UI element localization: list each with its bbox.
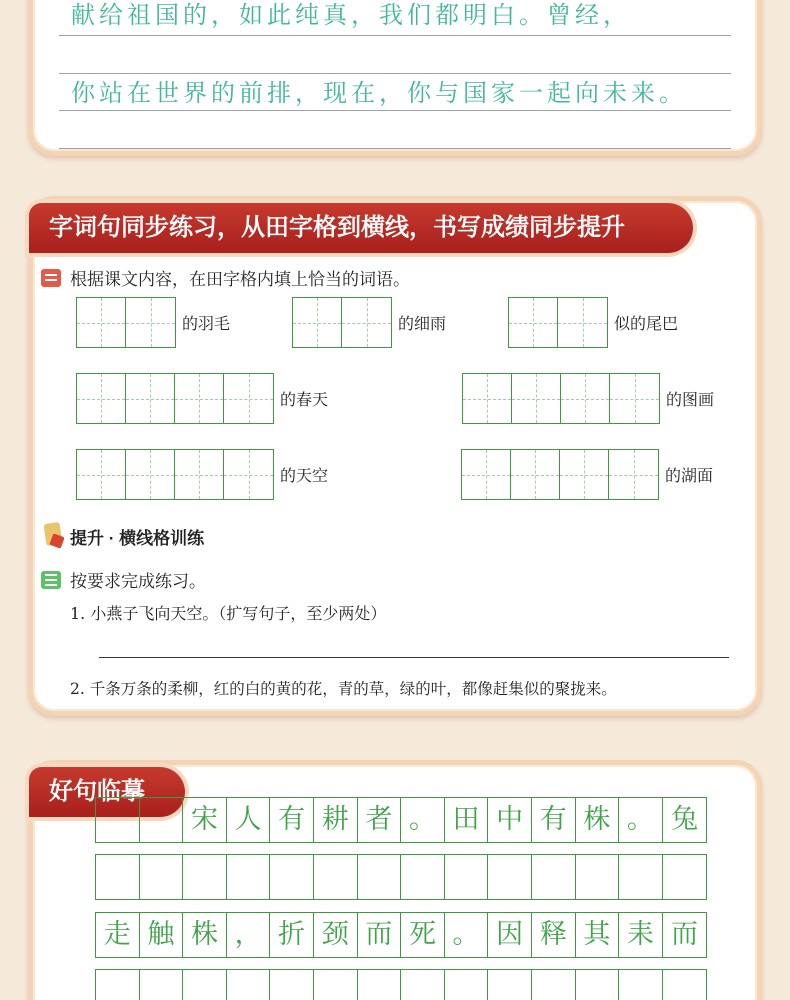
fill-suffix: 的春天: [280, 390, 329, 409]
tianzige-cell[interactable]: [293, 298, 342, 347]
grid-cell[interactable]: [576, 970, 620, 1000]
grid-cell[interactable]: [227, 855, 271, 899]
grid-cell[interactable]: [401, 970, 445, 1000]
grid-cell[interactable]: 颈: [314, 913, 358, 957]
tianzige-boxes[interactable]: [461, 449, 659, 500]
grid-cell[interactable]: 而: [671, 919, 699, 950]
tianzige-cell[interactable]: [512, 374, 561, 423]
grid-cell[interactable]: 。: [619, 798, 663, 842]
grid-cell[interactable]: 株: [576, 798, 620, 842]
grid-cell[interactable]: [140, 798, 184, 842]
grid-cell[interactable]: [270, 970, 314, 1000]
grid-cell[interactable]: 而: [358, 913, 402, 957]
tianzige-cell[interactable]: [126, 450, 175, 499]
tianzige-cell[interactable]: [463, 374, 512, 423]
grid-cell[interactable]: 株: [183, 913, 227, 957]
grid-cell[interactable]: 走: [96, 913, 140, 957]
tianzige-cell[interactable]: [561, 374, 610, 423]
tianzige-cell[interactable]: [126, 374, 175, 423]
grid-cell[interactable]: [488, 970, 532, 1000]
copy-grid-row-3: [95, 912, 707, 958]
grid-cell[interactable]: 田: [445, 798, 489, 842]
upgrade-label: [43, 523, 204, 549]
grid-cell[interactable]: [532, 855, 576, 899]
tianzige-cell[interactable]: [609, 450, 658, 499]
tianzige-boxes[interactable]: [292, 297, 392, 348]
grid-cell[interactable]: 者: [358, 798, 402, 842]
fill-suffix: 的湖面: [665, 466, 714, 485]
tianzige-boxes[interactable]: [508, 297, 608, 348]
grid-cell[interactable]: [270, 855, 314, 899]
grid-cell[interactable]: [619, 855, 663, 899]
grid-cell[interactable]: [576, 855, 620, 899]
grid-cell[interactable]: 宋: [183, 798, 227, 842]
grid-cell[interactable]: [140, 970, 184, 1000]
grid-cell[interactable]: [663, 970, 707, 1000]
fill-item-7: [461, 449, 713, 500]
grid-cell[interactable]: [227, 970, 271, 1000]
grid-cell[interactable]: [96, 855, 140, 899]
question-1: 1. 小燕子飞向天空。（扩写句子，至少两处）: [70, 604, 387, 623]
scroll-icon: [43, 523, 63, 549]
grid-cell[interactable]: [445, 855, 489, 899]
tianzige-cell[interactable]: [126, 298, 175, 347]
tianzige-cell[interactable]: [77, 298, 126, 347]
fill-suffix: 的羽毛: [182, 314, 231, 333]
tianzige-cell[interactable]: [224, 450, 273, 499]
grid-cell[interactable]: [314, 970, 358, 1000]
grid-cell[interactable]: [663, 855, 707, 899]
section-2-text: 根据课文内容，在田字格内填上恰当的词语。: [70, 270, 410, 289]
copy-grid-row-2: [95, 854, 707, 900]
grid-cell[interactable]: 。: [401, 798, 445, 842]
grid-cell[interactable]: 兔: [671, 804, 699, 835]
fill-suffix: 似的尾巴: [614, 314, 679, 333]
grid-cell[interactable]: 耕: [314, 798, 358, 842]
grid-cell[interactable]: [140, 855, 184, 899]
grid-cell[interactable]: [183, 970, 227, 1000]
grid-cell[interactable]: [358, 855, 402, 899]
question-2: 2. 千条万条的柔柳，红的白的黄的花，青的草，绿的叶，都像赶集似的聚拢来。: [70, 680, 617, 698]
grid-cell[interactable]: [358, 970, 402, 1000]
grid-cell[interactable]: 其: [576, 913, 620, 957]
fill-suffix: 的细雨: [398, 314, 447, 333]
answer-line[interactable]: [99, 657, 729, 658]
tianzige-cell[interactable]: [175, 450, 224, 499]
tianzige-cell[interactable]: [342, 298, 391, 347]
handwriting-line-3: [59, 111, 731, 149]
grid-cell[interactable]: [488, 855, 532, 899]
grid-cell[interactable]: [619, 970, 663, 1000]
fill-suffix: 的天空: [280, 466, 329, 485]
tianzige-cell[interactable]: [509, 298, 558, 347]
tianzige-cell[interactable]: [462, 450, 511, 499]
grid-cell[interactable]: 中: [488, 798, 532, 842]
tianzige-cell[interactable]: [77, 450, 126, 499]
fill-item-2: [292, 297, 446, 348]
tianzige-cell[interactable]: [558, 298, 607, 347]
grid-cell[interactable]: [96, 970, 140, 1000]
section-3-title: [41, 567, 206, 592]
copy-banner: 好句临摹: [29, 767, 185, 817]
grid-cell[interactable]: 有: [270, 798, 314, 842]
tianzige-cell[interactable]: [560, 450, 609, 499]
grid-cell[interactable]: [401, 855, 445, 899]
grid-cell[interactable]: 有: [532, 798, 576, 842]
handwriting-line-2: 你站在世界的前排，现在，你与国家一起向未来。: [59, 73, 731, 111]
fill-item-6: [76, 449, 328, 500]
grid-cell[interactable]: 触: [140, 913, 184, 957]
grid-cell[interactable]: 折: [270, 913, 314, 957]
grid-cell[interactable]: 释: [532, 913, 576, 957]
number-three-icon: [41, 571, 61, 589]
copy-grid-row-4: [95, 969, 707, 1000]
section-3-text: 按要求完成练习。: [70, 572, 206, 591]
tianzige-cell[interactable]: [610, 374, 659, 423]
fill-item-4: [76, 373, 328, 424]
tianzige-cell[interactable]: [77, 374, 126, 423]
grid-cell[interactable]: [96, 798, 140, 842]
fill-item-5: [462, 373, 714, 424]
practice-card: [28, 196, 762, 716]
grid-cell[interactable]: 耒: [619, 913, 663, 957]
number-two-icon: [41, 269, 61, 287]
fill-suffix: 的图画: [666, 390, 715, 409]
grid-cell[interactable]: [314, 855, 358, 899]
tianzige-cell[interactable]: [511, 450, 560, 499]
grid-cell[interactable]: 。: [445, 913, 489, 957]
handwriting-line-1: 献给祖国的，如此纯真，我们都明白。曾经，: [59, 0, 731, 36]
upgrade-label-text: 提升 · 横线格训练: [70, 528, 205, 548]
grid-cell[interactable]: 因: [488, 913, 532, 957]
fill-item-3: [508, 297, 678, 348]
copy-lines-card: [28, 0, 762, 156]
grid-cell[interactable]: [183, 855, 227, 899]
section-2-title: [41, 265, 410, 290]
tianzige-cell[interactable]: [224, 374, 273, 423]
grid-cell[interactable]: ，: [227, 913, 271, 957]
tianzige-cell[interactable]: [175, 374, 224, 423]
tianzige-boxes[interactable]: [76, 297, 176, 348]
grid-cell[interactable]: 人: [227, 798, 271, 842]
tianzige-boxes[interactable]: [462, 373, 660, 424]
tianzige-boxes[interactable]: [76, 449, 274, 500]
practice-banner: 字词句同步练习，从田字格到横线，书写成绩同步提升: [29, 203, 693, 253]
grid-cell[interactable]: [445, 970, 489, 1000]
grid-cell[interactable]: [532, 970, 576, 1000]
fill-item-1: [76, 297, 230, 348]
tianzige-boxes[interactable]: [76, 373, 274, 424]
grid-cell[interactable]: 死: [401, 913, 445, 957]
copy-grid-row-1: [95, 797, 707, 843]
copy-practice-card: [28, 760, 762, 1000]
